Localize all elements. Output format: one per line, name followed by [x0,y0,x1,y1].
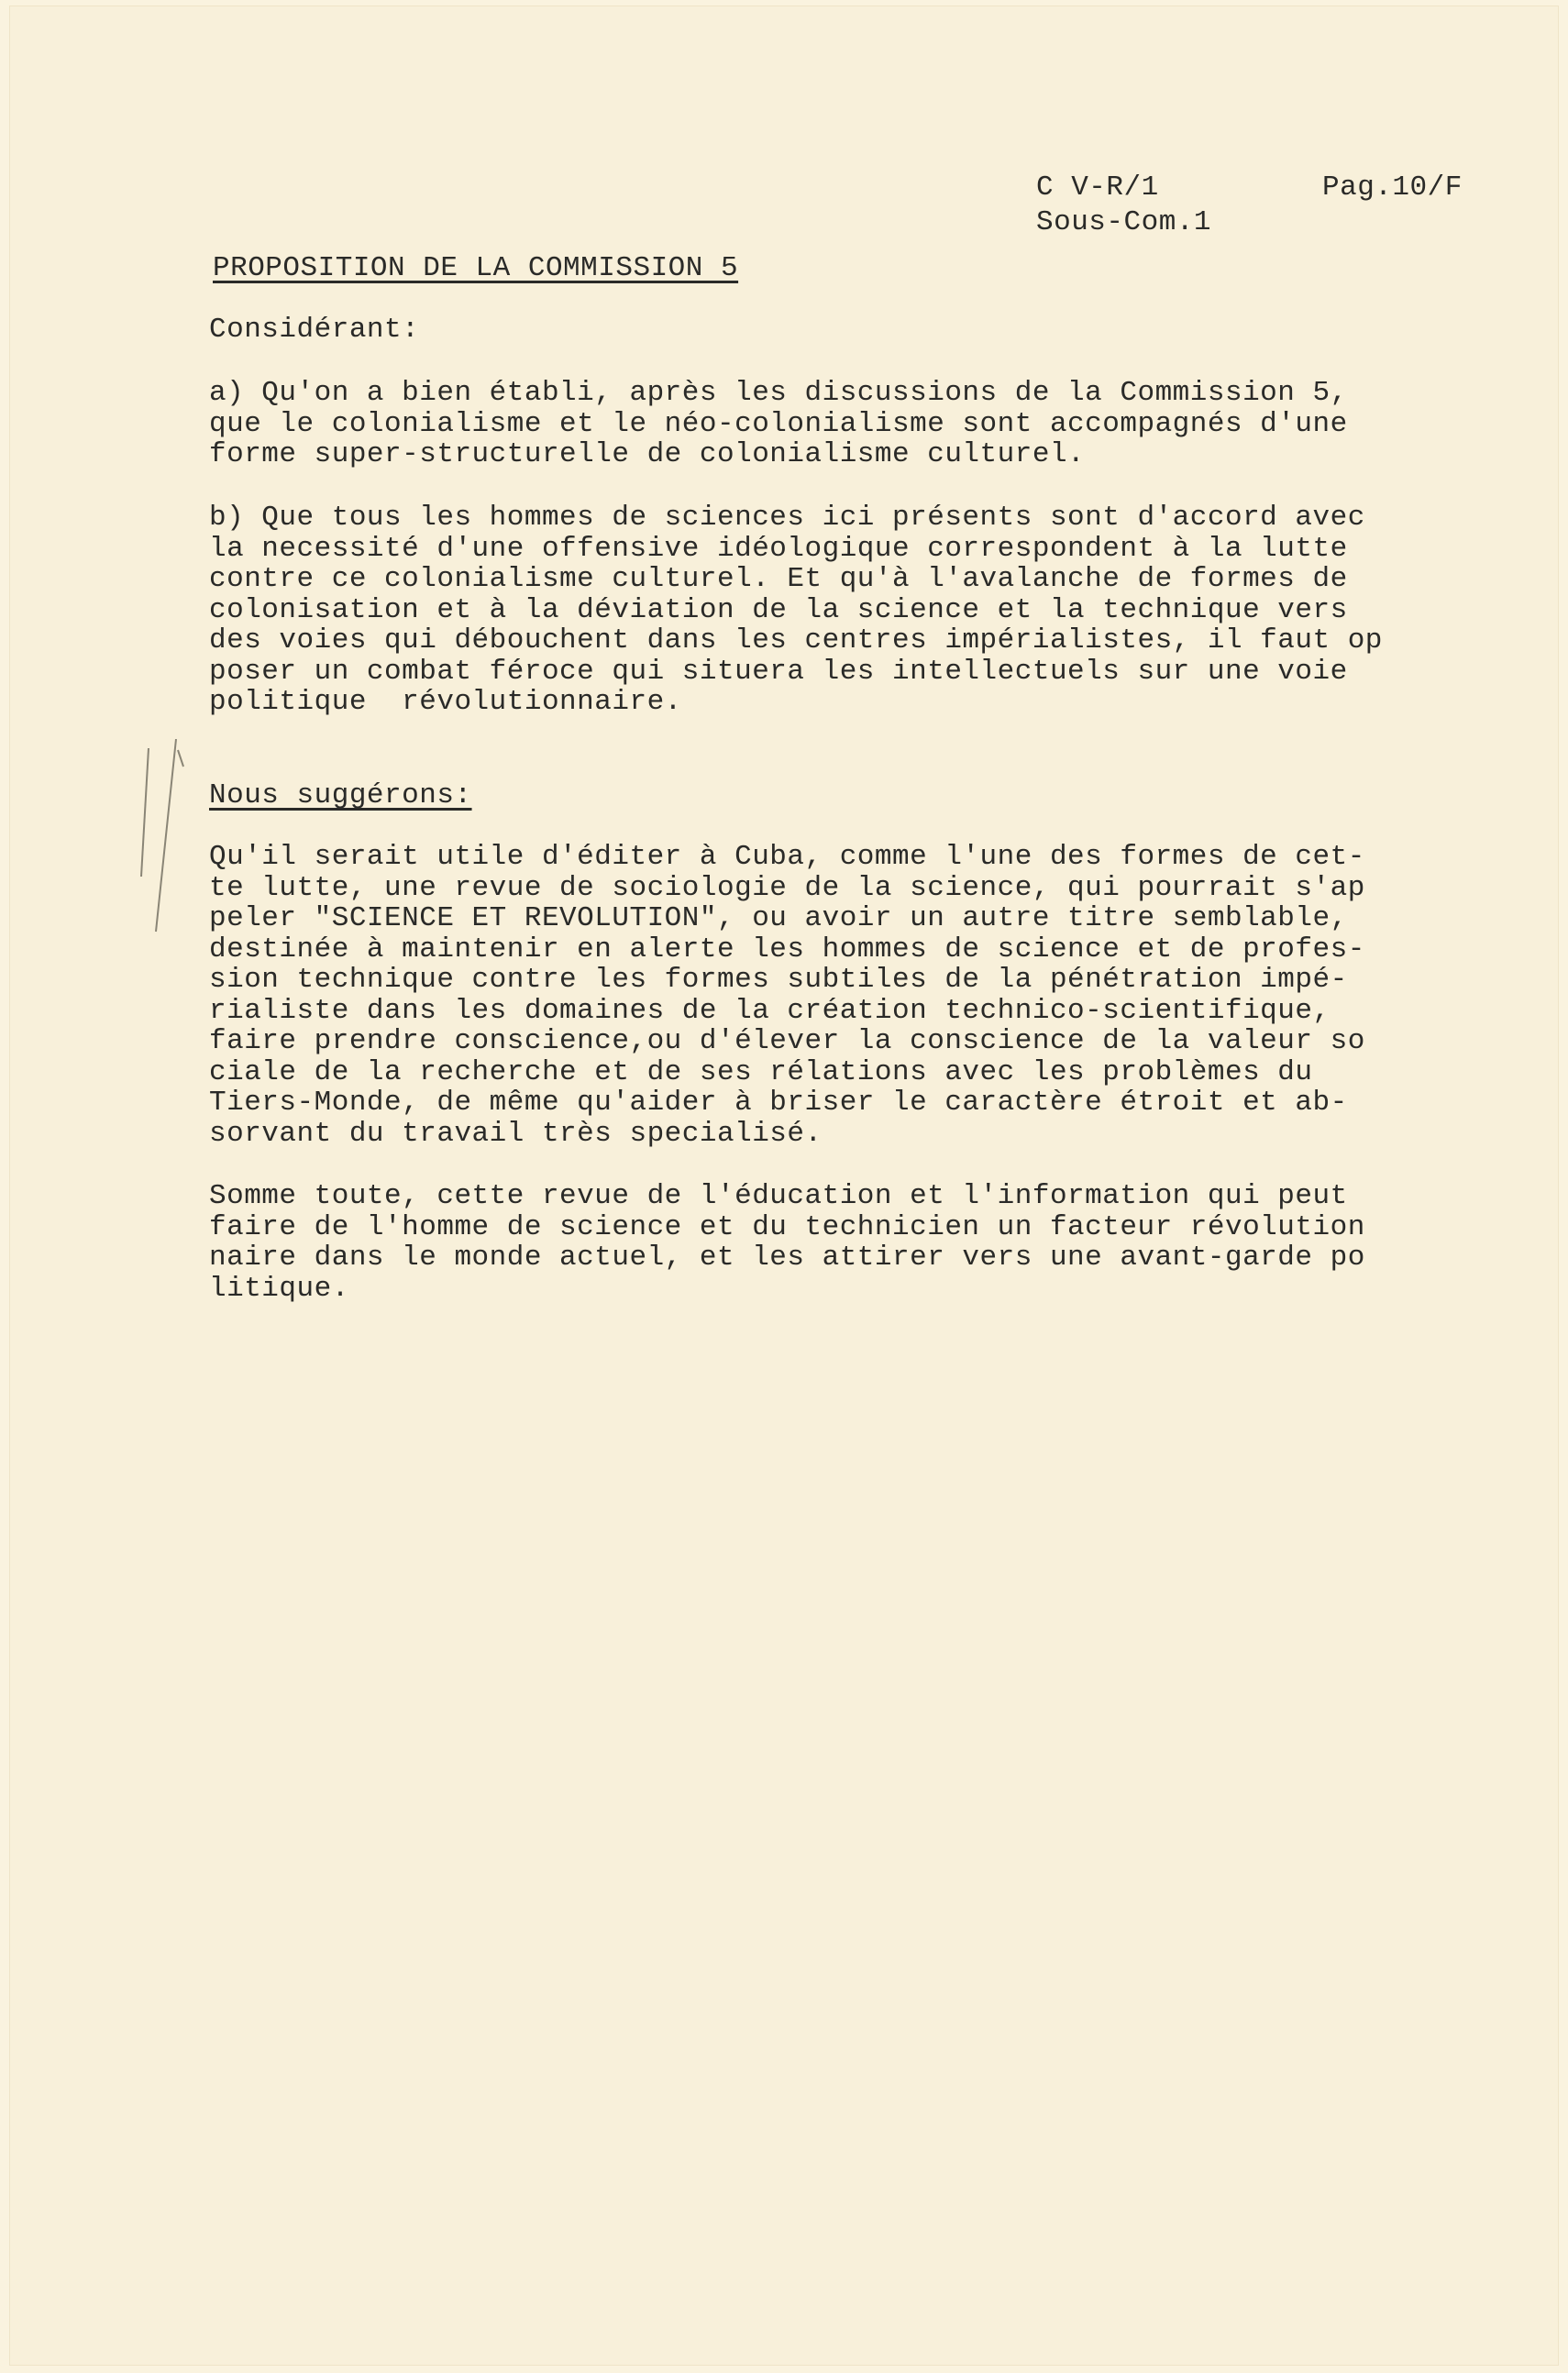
text-line: a) Qu'on a bien établi, après les discussions de la Commission 5, [209,377,1348,409]
page-reference: Pag.10/F [1322,171,1463,204]
text-line: litique. [209,1272,349,1305]
text-line: b) Que tous les hommes de sciences ici présents sont d'accord avec [209,502,1365,534]
text-line: naire dans le monde actuel, et les attirer vers une avant-garde po [209,1242,1365,1274]
text-line: rialiste dans les domaines de la création technico-scientifique, [209,994,1331,1027]
considerant-label: Considérant: [209,314,420,346]
text-line: ciale de la recherche et de ses rélations avec les problèmes du [209,1055,1313,1088]
text-line: faire de l'homme de science et du technicien un facteur révolution [209,1210,1365,1243]
text-line: te lutte, une revue de sociologie de la science, qui pourrait s'ap [209,871,1365,904]
text-line: la necessité d'une offensive idéologique correspondent à la lutte [209,532,1348,565]
text-line: que le colonialisme et le néo-colonialisme sont accompagnés d'une [209,407,1348,440]
text-line: sorvant du travail très specialisé. [209,1117,823,1150]
document-code: C V-R/1 [1036,171,1159,204]
text-line: sion technique contre les formes subtiles de la pénétration impé- [209,964,1348,996]
text-line: Somme toute, cette revue de l'éducation et l'information qui peut [209,1180,1348,1212]
document-title: PROPOSITION DE LA COMMISSION 5 [213,252,739,284]
text-line: destinée à maintenir en alerte les hommes de science et de profes- [209,933,1365,966]
text-line: forme super-structurelle de colonialisme culturel. [209,438,1086,470]
paragraph-c [209,842,1474,1149]
text-line: politique révolutionnaire. [209,686,682,718]
text-line: Qu'il serait utile d'éditer à Cuba, comme l'une des formes de cet- [209,841,1365,873]
suggerons-label: Nous suggérons: [209,779,472,811]
text-line: contre ce colonialisme culturel. Et qu'à l'avalanche de formes de [209,563,1348,595]
paragraph-d [209,1181,1474,1304]
text-line: peler "SCIENCE ET REVOLUTION", ou avoir un autre titre semblable, [209,902,1348,934]
paragraph-b [209,502,1474,718]
document-page [9,6,1559,2366]
paragraph-a [209,378,1474,470]
text-line: faire prendre conscience,ou d'élever la conscience de la valeur so [209,1025,1365,1057]
text-line: poser un combat féroce qui situera les intellectuels sur une voie [209,655,1348,688]
text-line: Tiers-Monde, de même qu'aider à briser le caractère étroit et ab- [209,1087,1348,1119]
text-line: des voies qui débouchent dans les centres impérialistes, il faut op [209,624,1383,657]
document-code-block [1036,171,1211,240]
sub-committee-ref: Sous-Com.1 [1036,206,1212,238]
pencil-margin-mark [128,739,193,959]
text-line: colonisation et à la déviation de la science et la technique vers [209,593,1348,626]
